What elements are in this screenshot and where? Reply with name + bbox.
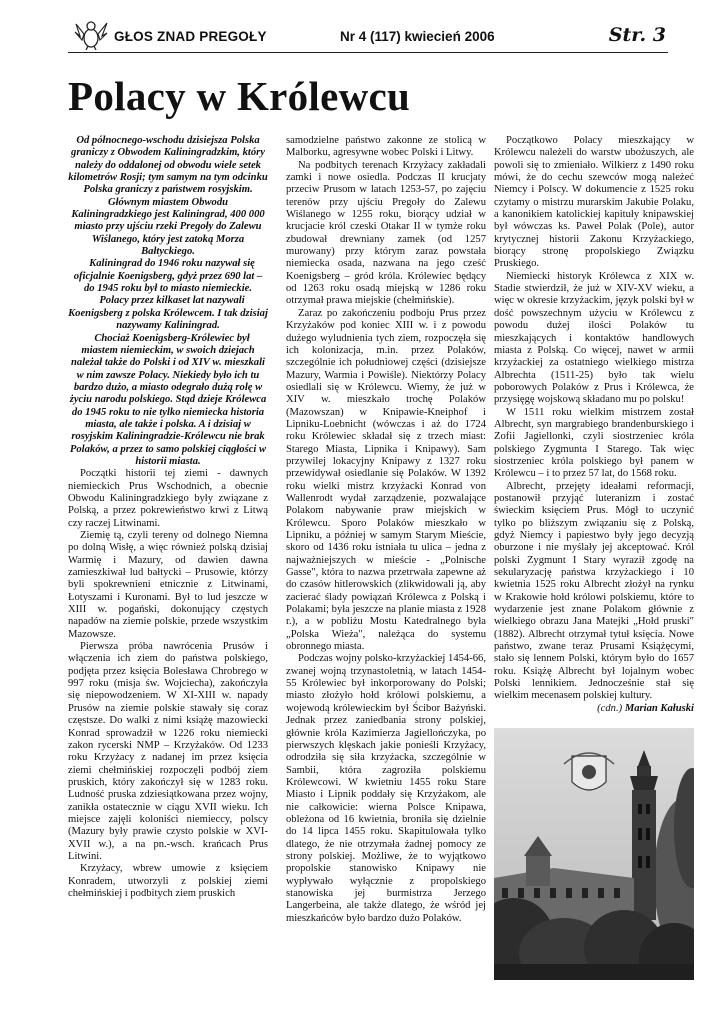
- body-paragraph: samodzielne państwo zakonne ze stolicą w Malborku, agresywne wobec Polski i Litwy.: [286, 135, 486, 159]
- body-paragraph: Krzyżacy, wbrew umowie z księciem Konradem, utworzyli z polskiej ziemi chełmińskiej i podbitych ziem pruskich: [68, 863, 268, 899]
- lead-paragraph: Kaliningrad do 1946 roku nazywał się oficjalnie Koenigsberg, gdyż przez 690 lat – do 1945 roku był to miasto niemieckie.: [73, 258, 263, 295]
- lead-paragraph: Chociaż Koenigsberg-Królewiec był miastem niemieckim, w swoich dziejach należał także do Polski i od XIV w. mieszkali w nim zawsze Polacy. Niekiedy było ich tu bardzo dużo, a miasto odegrało dużą rolę w życiu narodu polskiego. Stąd dzieje Królewca do 1945 roku to nie tylko niemiecka historia miasta, ale także i polska. A i dzisiaj w rosyjskim Kaliningradzie-Królewcu nie brak Polaków, a przez to samo polskiej ciągłości w historii miasta.: [69, 332, 267, 467]
- article-lead: [68, 135, 268, 468]
- page-header: [68, 18, 668, 53]
- body-paragraph: Na podbitych terenach Krzyżacy zakładali zamki i nowe osiedla. Podczas II krucjaty przeciw Prusom w latach 1253-57, po zajęciu terenów przy ujściu Pregoły do Zalewu Wiślanego w 1255 roku, biorący udział w krucjacie król czeski Otakar II w tymże roku zbudował drewniany zamek (od 1257 murowany) przy którym zaraz powstała niemiecka osada, nazwana na jego cześć Koenigsberg – gród króla. Królewiec będący od 1263 roku osadą miejską w 1286 roku otrzymał prawa miejskie (chełmińskie).: [286, 159, 486, 307]
- publication-name: GŁOS ZNAD PREGOŁY: [114, 29, 267, 44]
- body-paragraph: Początki historii tej ziemi - dawnych niemieckich Prus Wschodnich, a obecnie Obwodu Kaliningradzkiego były związane z Polską, a przez pokrewieństwo krwi z Litwą czy raczej Litwinami.: [68, 468, 268, 529]
- body-paragraph: Pierwsza próba nawrócenia Prusów i włączenia ich ziem do państwa polskiego, podjęta przez księcia Bolesława Chrobrego w 997 roku (misja św. Wojciecha), zakończyła się niepowodzeniem. W XI-XIII w. napady Prusów na ziemie polskie stawały się coraz częstsze. Do walki z nimi książę mazowiecki Konrad sprowadził w 1226 roku niemiecki zakon rycerski NMP – Krzyżaków. Od 1233 roku Krzyżacy z nadanej im przez księcia ziemi chełmińskiej rozpoczęli podbój ziem pruskich, który zakończył się w 1283 roku. Ludność pruska zdziesiątkowana przez wojny, zanikła ostatecznie w ciągu XVII wieku. Ich miejsce zajęli koloniści niemieccy, polscy (Mazury były prawie czysto polskie w XVI-XVII w.), a na pn.-wsch. krańcach Prus Litwini.: [68, 641, 268, 862]
- castle-photo: [494, 728, 694, 980]
- column-3: [494, 135, 694, 715]
- issue-info: Nr 4 (117) kwiecień 2006: [340, 29, 495, 44]
- lead-paragraph: Polacy przez kilkaset lat nazywali Koenigsberg z polska Królewcem. I tak dzisiaj nazywamy Kaliningrad.: [68, 295, 268, 332]
- body-paragraph: Początkowo Polacy mieszkający w Królewcu należeli do warstw ubożuszych, ale powoli się to zmieniało. Wilkierz z 1490 roku mówi, że do cechu szewców mogą należeć Niemcy i Polscy. W dokumencie z 1525 roku czytamy o mistrzu murarskim Jakubie Polaku, a kanonikiem katolickiej kapituły knipawskiej był wówczas ks. Paweł Polak (Pole), autor krytycznej historii Zakonu Krzyżackiego, biorący stronę propolskiego Związku Pruskiego.: [494, 135, 694, 270]
- body-paragraph: W 1511 roku wielkim mistrzem został Albrecht, syn margrabiego brandenburskiego i Zofii Jagiellonki, czyli siostrzeniec króla polskiego Zygmunta I Starego. Tak więc siostrzeniec króla polskiego był panem w Królewcu – i to przez 57 lat, do 1568 roku.: [494, 406, 694, 480]
- author-name: Marian Kałuski: [624, 702, 694, 714]
- lead-paragraph: Od północnego-wschodu dzisiejsza Polska graniczy z Obwodem Kaliningradzkim, który należy do oddalonej od obwodu wiele setek kilometrów Rosji; tym samym na tym odcinku Polska graniczy z państwem rosyjskim. Głównym miastem Obwodu Kaliningradzkiego jest Kaliningrad, 400 000 miasto przy ujściu rzeki Pregoły do Zalewu Wiślanego, który jest zatoką Morza Bałtyckiego.: [68, 135, 268, 258]
- body-paragraph: Zaraz po zakończeniu podboju Prus przez Krzyżaków pod koniec XIII w. i z powodu dużego wyludnienia tych ziem, rozpoczęła się ich kolonizacja, m.in. przez Polaków, szczególnie ich południowej części (dzisiejsze Mazury, Warmia i Powiśle). Niektórzy Polacy osiedlali się w Królewcu. Wiemy, że już w XIV w. mieszkało trochę Polaków (Mazowszan) w Knipawie-Kneiphof i Lipniku-Loebnicht (wówczas i aż do 1724 roku Królewiec składał się z trzech miast: Starego Miasta, Lipnika i Knipawy). Sam przywilej lokacyjny Knipawy z 1327 roku przewidywał osiedlanie się Polaków. W 1392 roku wielki mistrz krzyżacki Konrad von Wallenrodt wydał zarządzenie, pozwalające Polakom nabywanie praw miejskich w Królewcu. Sporo Polaków mieszkało w Lipniku, a później w samym Starym Mieście, skoro od 1436 roku istniała tu ulica – jedna z najważniejszych w mieście - „Polnische Gasse", która to nazwa przetrwała zapewne aż do czasów hitlerowskich (zlikwidowali ją, aby zacierać ślady powiązań Królewca z Polską i Polakami; była jeszcze na planie miasta z 1928 r.), a w pobliżu Mostu Katedralnego była „Polska Wieża", należąca do systemu obronnego miasta.: [286, 307, 486, 653]
- page-number: Str. 3: [608, 24, 666, 46]
- signature-prefix: (cdn.): [597, 702, 623, 714]
- body-paragraph: Podczas wojny polsko-krzyżackiej 1454-66, zwanej wojną trzynastoletnią, w latach 1454-55 Królewiec był inkorporowany do Polski; miasto złożyło hołd królowi polskiemu, a wojewodą królewieckim był Ścibor Bażyński. Jednak przez zaniedbania strony polskiej, głównie króla Kazimierza Jagiellończyka, po pierwszych klęskach jakie ponieśli Krzyżacy, odrodziła się siła krzyżacka, szczególnie w Sambii, która zagroziła polskiemu Królewcowi. W kwietniu 1455 roku Stare Miasto i Lipnik poddały się Krzyżakom, ale nie całkowicie: wierna Polsce Knipawa, obleżona od 16 kwietnia, broniła się dzielnie do 14 lipca 1455 roku. Skapitulowała tylko dlatego, że nie otrzymała żadnej pomocy ze strony polskiej. Możliwe, że to wyjątkowo propolskie stanowisko Knipawy nie wypływało wyłącznie z propolskiego stanowiska jej burmistrza Jerzego Langerbeina, ale także dlatego, że wśród jej mieszkańców było bardzo dużo Polaków.: [286, 653, 486, 924]
- author-signature: [494, 703, 694, 715]
- body-paragraph: Ziemię tą, czyli tereny od dolnego Niemna po dolną Wisłę, a więc również polską dzisiaj Warmię i Mazury, od dawien dawna zamieszkiwał lud bałtycki – Prusowie, którzy byli spokrewnieni etnicznie z Litwinami, Łotyszami i Kuronami. Był to lud jeszcze w XIII w. pogański, dokonujący częstych napadów na ziemie polskie, przede wszystkim Mazowsze.: [68, 530, 268, 640]
- column-1: [68, 135, 268, 900]
- body-paragraph: Niemiecki historyk Królewca z XIX w. Stadie stwierdził, że już w XIV-XV wieku, a więc w okresie krzyżackim, język polski był w dość powszechnym użyciu w Królewcu z powodu dużej ilości Polaków tu mieszkających i kontaktów handlowych miasta z Polską. Co więcej, nawet w armii krzyżackiej za ostatniego wielkiego mistrza Albrechta (1511-25) było tak wielu poborowych Polaków z Prus i Królewca, że przysięgę wojskową składano mu po polsku!: [494, 270, 694, 406]
- column-2: [286, 135, 486, 925]
- castle-photo-image: [494, 728, 694, 980]
- body-paragraph: Albrecht, przejęty ideałami reformacji, postanowił przyjąć luteranizm i zostać świeckim księciem Prus. Mógł to uczynić tylko po bliższym związaniu się z Polską, gdyż Niemcy i papiestwo były jego decyzją oburzone i nie myślały jej akceptować. Król polski Zygmunt I Stary wyraził zgodę na sekularyzację państwa krzyżackiego i 10 kwietnia 1525 roku Albrecht złożył na rynku w Krakowie hołd królowi polskiemu, które to wydarzenie jest znane Polakom głównie z wielkiego obrazu Jana Matejki „Hołd pruski" (1882). Albrecht otrzymał tytuł księcia. Nowe państwo, zwane teraz Prusami Książęcymi, stało się lennem Polski, którym było do 1657 roku. Książę Albrecht był lojalnym wobec Polski lennikiem. Jednocześnie stał się wielkim mecenasem polskiej kultury.: [494, 480, 694, 702]
- angel-logo-icon: [74, 18, 108, 50]
- article-title: Polacy w Królewcu: [68, 73, 411, 119]
